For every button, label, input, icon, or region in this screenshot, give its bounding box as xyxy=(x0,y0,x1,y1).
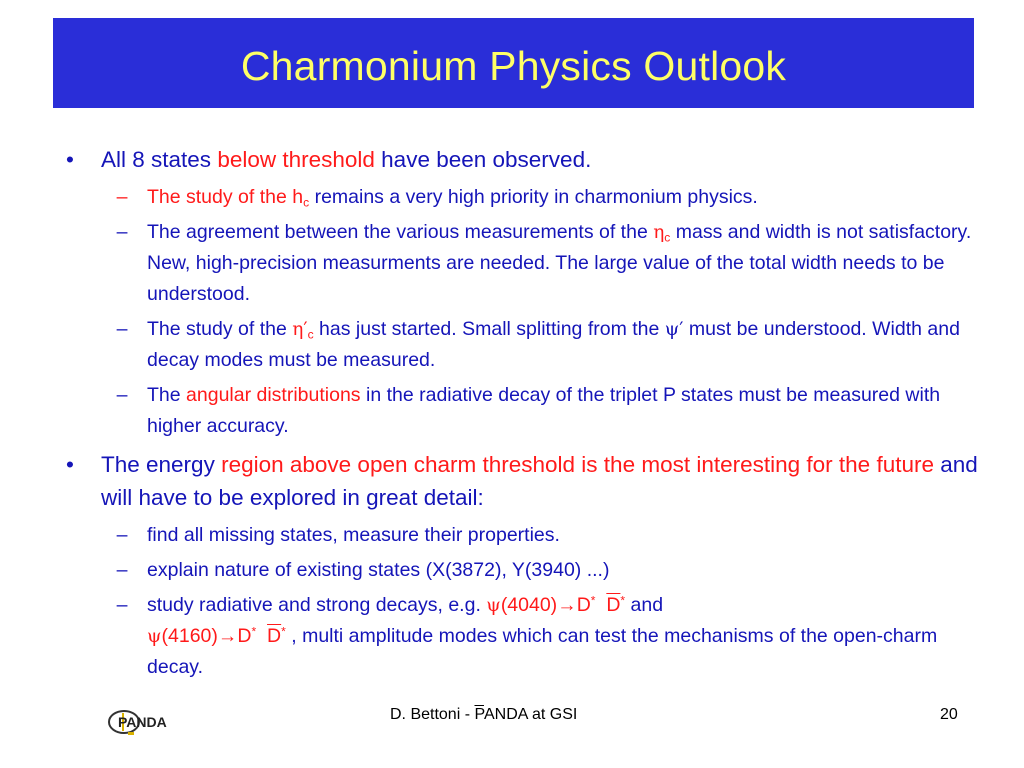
psi-symbol: ψ xyxy=(486,595,501,616)
dash-mark: – xyxy=(116,318,128,340)
sub-2-2-text: explain nature of existing states (X(3872), Y(3940) ...) xyxy=(147,559,610,581)
dash-mark: – xyxy=(116,559,128,581)
sub-bullet-2-2 xyxy=(60,555,990,586)
footer-panda-rest: ANDA at GSI xyxy=(483,706,578,723)
sub-bullet-2-1 xyxy=(60,520,990,551)
eta-prime-subscript: c xyxy=(307,327,314,342)
bullet-1 xyxy=(60,143,990,176)
bullet-1-highlight: below threshold xyxy=(217,147,375,172)
logo-text: PANDA xyxy=(118,714,167,730)
and-word: and xyxy=(625,594,664,616)
bullet-mark: • xyxy=(66,452,74,477)
page-number: 20 xyxy=(940,706,958,723)
footer-citation xyxy=(390,706,577,724)
sub-1-3-text-a: The study of the xyxy=(147,318,293,340)
d-star-2: * xyxy=(251,624,257,639)
eta-symbol: η xyxy=(653,222,665,243)
eta-prime-symbol: η′ xyxy=(292,319,308,340)
sub-1-2-text-b: mass and width is not satisfactory. New, high-precision measurments are needed. The large value of the total width needs to be understood. xyxy=(147,221,972,305)
sub-1-1-subscript: c xyxy=(303,195,310,210)
bullet-1-text-a: All 8 states xyxy=(101,147,218,172)
slide-title: Charmonium Physics Outlook xyxy=(240,43,787,89)
d-bar-star-2: * xyxy=(281,624,286,639)
d-bar-meson-2: $\overline{D}$ xyxy=(267,625,282,647)
dash-mark: – xyxy=(116,186,128,208)
bullet-2 xyxy=(60,448,990,514)
bullet-mark: • xyxy=(66,147,74,172)
dash-mark: – xyxy=(116,594,128,616)
sub-2-1-text: find all missing states, measure their properties. xyxy=(147,524,560,546)
dash-mark: – xyxy=(116,221,128,243)
d-star: * xyxy=(590,593,596,608)
d-meson: D xyxy=(576,594,591,616)
arrow-symbol-2: → xyxy=(217,625,238,647)
sub-1-2-text-a: The agreement between the various measurements of the xyxy=(147,221,654,243)
dash-mark: – xyxy=(116,524,128,546)
sub-1-4-text-a: The xyxy=(147,384,187,406)
bullet-2-text-b: and will have to be explored in great detail: xyxy=(101,452,978,510)
psi-prime-symbol: ψ′ xyxy=(664,319,684,340)
sub-1-3-text-b: has just started. Small splitting from the xyxy=(313,318,665,340)
sub-1-1-text-a: The study of the h xyxy=(147,186,304,208)
sub-bullet-1-2 xyxy=(60,217,990,310)
psi-4040-label: (4040) xyxy=(500,594,558,616)
title-bar xyxy=(53,18,974,108)
sub-1-1-text-b: remains a very high priority in charmonium physics. xyxy=(309,186,758,208)
dash-mark: – xyxy=(116,384,128,406)
eta-subscript: c xyxy=(664,230,671,245)
bullet-1-text-b: have been observed. xyxy=(374,147,592,172)
arrow-symbol: → xyxy=(557,594,577,616)
slide-footer xyxy=(0,703,1024,733)
sub-2-3-text-end: , multi amplitude modes which can test the mechanisms of the open-charm decay. xyxy=(147,625,938,678)
footer-author: D. Bettoni - xyxy=(390,706,475,723)
bullet-2-highlight: region above open charm threshold is the most interesting for the future xyxy=(221,452,934,477)
psi-4160-label: (4160) xyxy=(161,625,218,647)
sub-1-3-text-c: must be understood. Width and decay modes must be measured. xyxy=(147,318,960,371)
sub-bullet-2-3 xyxy=(60,590,990,683)
d-bar-star: * xyxy=(620,593,626,608)
sub-1-4-highlight: angular distributions xyxy=(186,384,361,406)
d-bar-meson: $\overline{D}$ xyxy=(606,594,621,616)
sub-1-4-text-b: in the radiative decay of the triplet P states must be measured with higher accuracy. xyxy=(147,384,941,437)
sub-bullet-1-1 xyxy=(60,182,990,213)
d-meson-2: D xyxy=(237,625,252,647)
bullet-2-text-a: The energy xyxy=(101,452,222,477)
panda-logo-icon xyxy=(108,708,218,736)
slide-content xyxy=(60,143,990,687)
sub-bullet-1-4 xyxy=(60,380,990,442)
sub-2-3-text-a: study radiative and strong decays, e.g. xyxy=(147,594,487,616)
footer-panda-p: $\overline{P}$ xyxy=(474,706,484,723)
sub-bullet-1-3 xyxy=(60,314,990,376)
psi-symbol-2: ψ xyxy=(147,626,162,647)
